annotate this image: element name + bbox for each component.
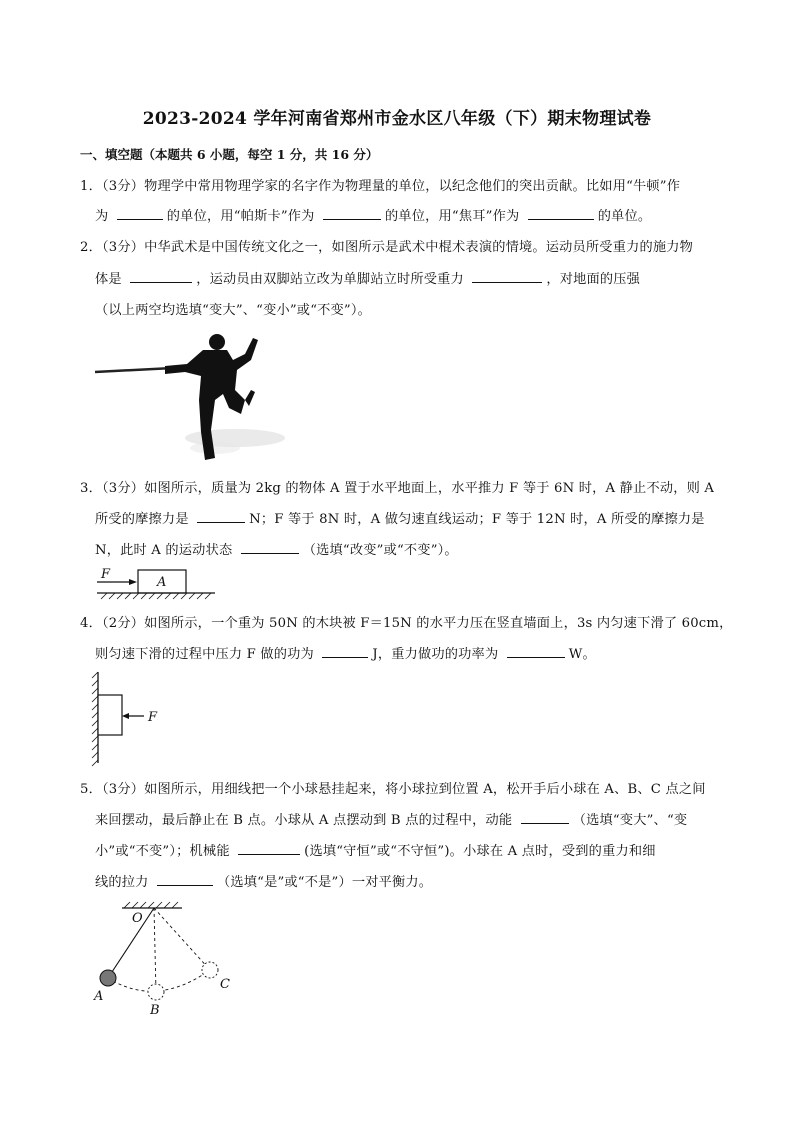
page-title: 2023-2024 学年河南省郑州市金水区八年级（下）期末物理试卷 <box>142 109 652 129</box>
q4-text-b: J，重力做功的功率为 <box>372 647 499 662</box>
ball-C <box>202 962 218 978</box>
q1-text-d: 的单位。 <box>597 209 652 224</box>
q5-blank-2[interactable] <box>238 842 300 855</box>
q1-text-c: 的单位，用“焦耳”作为 <box>384 209 520 224</box>
q4-text-c: W。 <box>568 647 596 662</box>
string-B <box>154 908 156 992</box>
q4-line-2 <box>95 643 596 662</box>
q4-line-1: 4．（2分）如图所示，一个重为 50N 的木块被 F＝15N 的水平力压在竖直墙面上，3s 内匀速下滑了 60cm， <box>80 616 733 631</box>
q4-blank-1[interactable] <box>322 645 368 658</box>
q1-text-a: 为 <box>95 209 109 224</box>
q3-text-d: （选填“改变”或“不变”）。 <box>302 543 458 558</box>
ground-hatching <box>101 593 211 599</box>
q3-blank-2[interactable] <box>241 541 299 554</box>
figure-raised-leg <box>245 390 255 406</box>
q5-blank-3[interactable] <box>157 873 213 886</box>
q2-line-3: （以上两空均选填“变大”、“变小”或“不变”）。 <box>95 303 372 318</box>
martial-arts-figure <box>95 330 265 465</box>
point-label-A: A <box>94 989 104 1004</box>
q1-line-1: 1．（3分）物理学中常用物理学家的名字作为物理量的单位，以纪念他们的突出贡献。比如用“牛顿”作 <box>80 179 681 194</box>
q5-line-2 <box>95 809 687 828</box>
q2-blank-1[interactable] <box>130 270 192 283</box>
staff <box>95 368 173 372</box>
q1-line-2 <box>95 205 651 224</box>
q5-blank-1[interactable] <box>521 811 569 824</box>
figure-head <box>209 334 225 350</box>
q2-line-2 <box>95 268 640 287</box>
string-C <box>154 908 210 970</box>
q3-text-c: N，此时 A 的运动状态 <box>95 543 233 558</box>
q5-text-f: （选填“是”或“不是”）一对平衡力。 <box>216 875 433 890</box>
q1-text-b: 的单位，用“帕斯卡”作为 <box>166 209 315 224</box>
q3-blank-1[interactable] <box>197 510 245 523</box>
force-arrowhead <box>129 579 137 585</box>
q4-blank-2[interactable] <box>507 645 565 658</box>
q4-text-a: 则匀速下滑的过程中压力 F 做的功为 <box>95 647 314 662</box>
q2-text-b: ，运动员由双脚站立改为单脚站立时所受重力 <box>196 272 464 287</box>
q3-text-b: N；F 等于 8N 时，A 做匀速直线运动；F 等于 12N 时，A 所受的摩擦力是 <box>249 512 705 527</box>
section-heading: 一、填空题（本题共 6 小题，每空 1 分，共 16 分） <box>80 147 379 162</box>
q2-text-c: ，对地面的压强 <box>546 272 641 287</box>
pivot-label-O: O <box>132 911 143 926</box>
q5-text-c: 小”或“不变”）；机械能 <box>95 844 230 859</box>
q5-text-a: 来回摆动，最后静止在 B 点。小球从 A 点摆动到 B 点的过程中，动能 <box>95 813 513 828</box>
q1-blank-2[interactable] <box>323 207 381 220</box>
q3-line-1: 3．（3分）如图所示，质量为 2kg 的物体 A 置于水平地面上，水平推力 F 等于 6N 时，A 静止不动，则 A <box>80 481 715 496</box>
q2-text-a: 体是 <box>95 272 122 287</box>
point-label-B: B <box>150 1003 160 1018</box>
ball-B <box>148 984 164 1000</box>
ball-A <box>100 970 116 986</box>
wall-hatching <box>92 672 98 766</box>
q5-line-3 <box>95 840 656 859</box>
q1-blank-1[interactable] <box>117 207 163 220</box>
press-force-arrowhead <box>122 713 129 719</box>
q3-text-a: 所受的摩擦力是 <box>95 512 189 527</box>
q2-blank-2[interactable] <box>472 270 542 283</box>
string-A <box>108 908 154 978</box>
q5-line-4 <box>95 871 432 890</box>
block-label-A: A <box>157 575 167 590</box>
figure-shadow-2 <box>190 442 240 454</box>
force-label-F: F <box>101 567 111 582</box>
ceiling-hatching <box>124 902 178 908</box>
q3-line-3 <box>95 539 458 558</box>
block-on-ground-figure <box>95 565 220 605</box>
q2-line-1: 2．（3分）中华武术是中国传统文化之一，如图所示是武术中棍术表演的情境。运动员所受重力的施力物 <box>80 240 694 255</box>
wall-block-figure <box>88 670 168 765</box>
q5-text-e: 线的拉力 <box>95 875 149 890</box>
pendulum-figure <box>90 898 240 1018</box>
q5-text-d: (选填“守恒”或“不守恒”)。小球在 A 点时，受到的重力和细 <box>304 844 656 859</box>
q5-line-1: 5．（3分）如图所示，用细线把一个小球悬挂起来，将小球拉到位置 A，松开手后小球在 A、B、C 点之间 <box>80 782 706 797</box>
q5-text-b: （选填“变大”、“变 <box>572 813 688 828</box>
press-force-label: F <box>148 710 158 725</box>
wooden-block <box>98 695 122 735</box>
point-label-C: C <box>220 977 230 992</box>
q3-line-2 <box>95 508 705 527</box>
q1-blank-3[interactable] <box>528 207 594 220</box>
